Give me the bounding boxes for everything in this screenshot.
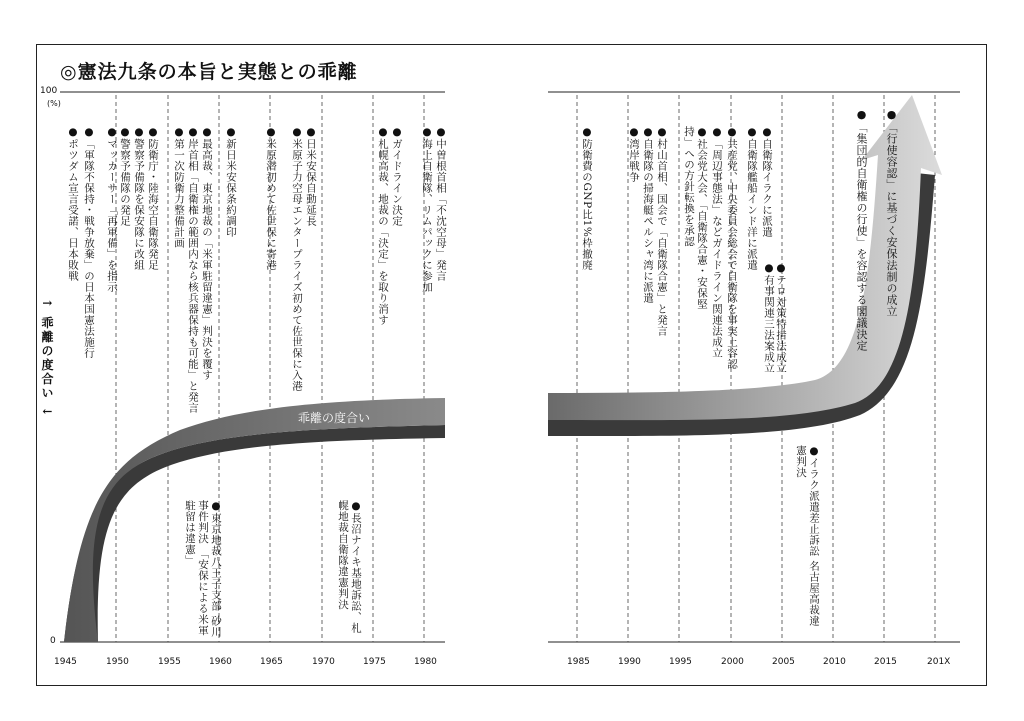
court-ruling-label: ●イラク派遣差止訴訟 名古屋高裁違憲判決 [795, 445, 820, 627]
event-label: ●「周辺事態法」などガイドライン関連法成立 [711, 126, 723, 359]
event-label: ●警察予備隊を保安隊に改組 [133, 126, 145, 271]
band-label: 乖離の度合い [298, 411, 371, 425]
event-label: ●社会党大会、「自衛隊合憲・安保堅持」への方針転換を承認 [683, 126, 708, 310]
court-ruling-label: ●東京地裁八王子支部 砂川事件判決 「安保による米軍駐留は違憲」 [184, 500, 222, 638]
event-label: ●マッカーサー「再軍備」を指示 [106, 126, 118, 293]
event-label: ●有事関連三法案成立 [763, 262, 775, 374]
event-label: ●自衛隊イラクに派遣 [761, 126, 773, 238]
event-label: ●村山首相、国会で「自衛隊合憲」と発言 [656, 126, 668, 337]
y-axis-title: ↑ 乖離の度合い ↓ [40, 298, 54, 419]
event-label: ●岸首相「自衛権の範囲内なら核兵器保持も可能」と発言 [187, 126, 199, 414]
year-label: 2015 [874, 657, 897, 667]
year-label: 2005 [772, 657, 795, 667]
y-axis-unit: (%) [47, 99, 61, 108]
y-axis-top: 100 [40, 86, 58, 96]
year-label: 2000 [721, 657, 744, 667]
year-label: 1950 [106, 657, 129, 667]
event-label: ●「集団的自衛権の行使」を容認する閣議決定 [855, 108, 868, 352]
event-label: ●日米安保自動延長 [305, 126, 317, 227]
event-label: ●第一次防衛力整備計画 [173, 126, 185, 249]
year-label: 1985 [567, 657, 590, 667]
y-axis-bottom: 0 [50, 636, 56, 646]
event-label: ●湾岸戦争 [628, 126, 640, 183]
event-label: ●新日米安保条約調印 [225, 126, 237, 238]
event-label: ●共産党、中央委員会総会で自衛隊を事実上容認 [726, 126, 738, 370]
event-label: ●ポツダム宣言受諾、日本敗戦 [67, 126, 79, 282]
year-label: 1970 [312, 657, 335, 667]
year-label: 1975 [363, 657, 386, 667]
event-label: ●防衛費のGNP比1%枠撤廃 [581, 126, 593, 271]
event-label: ●ガイドライン決定 [391, 126, 403, 227]
event-label: ●自衛隊の掃海艇ペルシャ湾に派遣 [642, 126, 654, 304]
year-label: 1980 [414, 657, 437, 667]
year-label: 2010 [823, 657, 846, 667]
event-label: ●札幌高裁、地裁の「決定」を取り消す [377, 126, 389, 326]
year-label: 1945 [54, 657, 77, 667]
event-label: ●自衛隊艦船インド洋に派遣 [746, 126, 758, 271]
court-ruling-label: ●長沼ナイキ基地訴訟、札幌地裁自衛隊違憲判決 [337, 500, 362, 634]
band-left-shadow [64, 425, 445, 642]
event-label: ●海上自衛隊、リムパックに参加 [421, 126, 433, 293]
year-label: 1960 [209, 657, 232, 667]
event-label: ●防衛庁・陸海空自衛隊発足 [147, 126, 159, 271]
event-label: ●警察予備隊の発足 [119, 126, 131, 227]
event-label: ●中曽根首相「不沈空母」発言 [435, 126, 447, 282]
page-title: ◎憲法九条の本旨と実態との乖離 [60, 61, 358, 83]
event-label: ●「行使容認」に基づく安保法制の成立 [885, 108, 898, 317]
year-label: 201X [927, 657, 951, 667]
year-label: 1955 [158, 657, 181, 667]
event-label: ●最高裁、東京地裁の「米軍駐留違憲」判決を覆す [201, 126, 213, 381]
event-label: ●テロ対策特措法成立 [775, 262, 787, 374]
year-label: 1995 [669, 657, 692, 667]
year-label: 1990 [618, 657, 641, 667]
event-label: ●米原子力空母エンタープライズ初めて佐世保に入港 [291, 126, 303, 392]
event-label: ●「軍隊不保持・戦争放棄」の日本国憲法施行 [83, 126, 95, 359]
year-label: 1965 [260, 657, 283, 667]
event-label: ●米原潜初めて佐世保に寄港 [265, 126, 277, 271]
